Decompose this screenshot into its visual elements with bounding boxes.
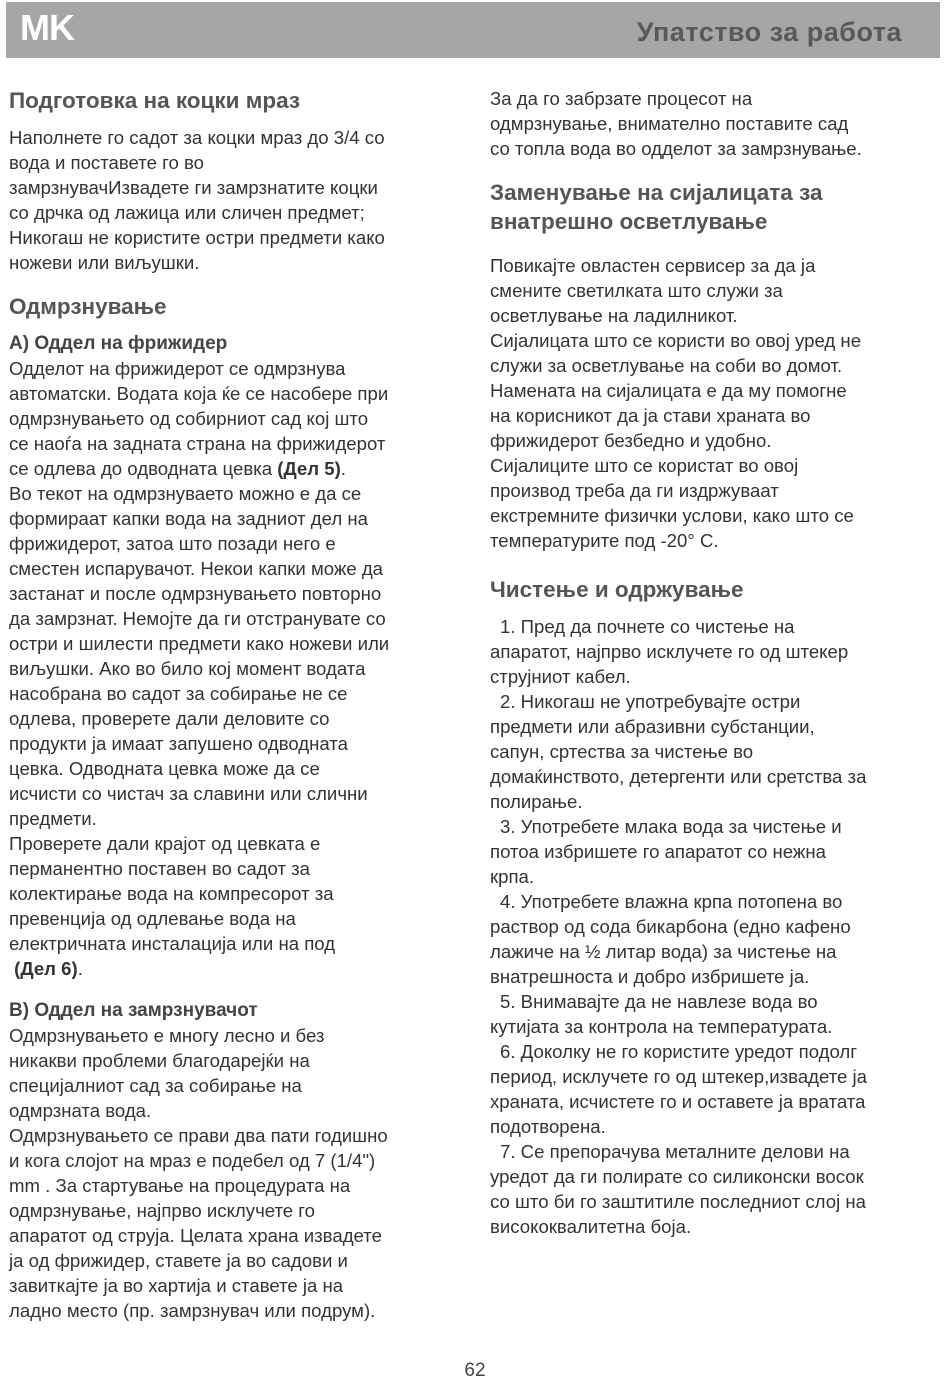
text-line: Одмрзнувањето е многу лесно и без: [9, 1025, 325, 1046]
text-line: екстремните физички услови, како што се: [490, 505, 854, 526]
ice-cubes-heading: Подготовка на коцки мраз: [9, 88, 301, 113]
text-line: со што би го заштитиле последниот слој на: [490, 1191, 866, 1212]
right-column: [490, 86, 940, 1239]
cleaning-item-start: 6. Доколку не го користите уредот подолг: [500, 1041, 858, 1062]
text-line: да замрзнат. Немојте да ги отстранувате со: [9, 608, 386, 629]
text-line: одмрзнување, најпрво исклучете го: [9, 1200, 316, 1221]
text-line: температурите под -20° C.: [490, 530, 719, 551]
text-line: За да го забрзате процесот на: [490, 88, 753, 109]
text-line: насобрана во садот за собирање не се: [9, 683, 348, 704]
text-line: храната, исчистете го и оставете ја вратата: [490, 1091, 866, 1112]
text-line: Наполнете го садот за коцки мраз до 3/4 со: [9, 127, 385, 148]
text-line: висококвалитетна боја.: [490, 1216, 692, 1237]
defrost-speedup-text: [490, 86, 940, 161]
text-line: производ треба да ги издржуваат: [490, 480, 779, 501]
text-line: формираат капки вода на задниот дел на: [9, 508, 369, 529]
fridge-part-ref-line: се одлева до одводната цевка (Дел 5).: [9, 458, 346, 479]
text-line: продукти ја имаат запушено одводната: [9, 733, 349, 754]
text-line: никакви проблеми благодарејќи на: [9, 1050, 310, 1071]
text-line: предмети.: [9, 808, 97, 829]
text-line: Никогаш не користите остри предмети како: [9, 227, 385, 248]
text-line: струјниот кабел.: [490, 666, 631, 687]
freezer-text: [9, 1023, 461, 1323]
text-line: завиткајте ја во хартија и ставете ја на: [9, 1275, 344, 1296]
text-line: уредот да ги полирате со силиконски восок: [490, 1166, 864, 1187]
text-line: апаратот, најпрво исклучете го од штекер: [490, 641, 849, 662]
text-line: виљушки. Ако во било кој момент водата: [9, 658, 366, 679]
text-line: раствор од сода бикарбона (едно кафено: [490, 916, 851, 937]
defrost-heading: Одмрзнување: [9, 294, 167, 319]
text-line: одмрзнување, внимателно поставите сад: [490, 113, 849, 134]
text-line: со дрчка од лажица или сличен предмет;: [9, 202, 365, 223]
part-6-ref: (Дел 6): [14, 958, 78, 979]
text-line: ножеви или виљушки.: [9, 252, 200, 273]
text-line: сапун, сртества за чистење во: [490, 741, 754, 762]
page-number: 62: [464, 1360, 486, 1381]
text-line: кутијата за контрола на температурата.: [490, 1016, 833, 1037]
cleaning-item-start: 3. Употребете млака вода за чистење и: [500, 816, 842, 837]
text-line: фрижидерот, затоа што позади него е: [9, 533, 336, 554]
text-line: на корисникот да ја стави храната во: [490, 405, 811, 426]
fridge-subheading: А) Оддел на фрижидер: [9, 333, 228, 354]
text-line: и кога слојот на мраз е подебел од 7 (1/4"): [9, 1150, 376, 1171]
text-line: крпа.: [490, 866, 535, 887]
cleaning-item-start: 2. Никогаш не употребувајте остри: [500, 691, 801, 712]
text-line: вода и поставете го во: [9, 152, 204, 173]
language-code: MK: [20, 7, 74, 48]
text-line: сместен испарувачот. Некои капки може да: [9, 558, 384, 579]
text-line: превенција од одлевање вода на: [9, 908, 296, 929]
text-line: полирање.: [490, 791, 583, 812]
freezer-subheading: В) Оддел на замрзнувачот: [9, 1000, 258, 1021]
text-line: со топла вода во одделот за замрзнување.: [490, 138, 862, 159]
page-header: [6, 2, 940, 58]
text-line: осветлување на ладилникот.: [490, 305, 738, 326]
text-line: апаратот од струја. Целата храна извадете: [9, 1225, 382, 1246]
text-line: период, исклучете го од штекер,извадете ја: [490, 1066, 868, 1087]
text-line: mm . За стартување на процедурата на: [9, 1175, 351, 1196]
fridge-text-a: [9, 356, 461, 456]
text-line: служи за осветлување на соби во домот.: [490, 355, 843, 376]
text-line: одмрзната вода.: [9, 1100, 152, 1121]
fridge-part6-ref-line: (Дел 6).: [14, 958, 83, 979]
text-line: Сијалицата што се користи во овој уред не: [490, 330, 862, 351]
text-line: фрижидерот безбедно и удобно.: [490, 430, 772, 451]
cleaning-item-start: 7. Се препорачува металните делови на: [500, 1141, 850, 1162]
text-line: предмети или абразивни субстанции,: [490, 716, 815, 737]
cleaning-item-start: 5. Внимавајте да не навлезе вода во: [500, 991, 818, 1012]
cleaning-item-start: 4. Употребете влажна крпа потопена во: [500, 891, 843, 912]
text-line: колектирање вода на компресорот за: [9, 883, 334, 904]
text-line: Намената на сијалицата е да му помогне: [490, 380, 847, 401]
text-line: Проверете дали крајот од цевката е: [9, 833, 321, 854]
text-line: замрзнувачИзвадете ги замрзнатите коцки: [9, 177, 378, 198]
text-line: Во текот на одмрзнуваето можно е да се: [9, 483, 362, 504]
cleaning-heading: Чистење и одржување: [490, 577, 744, 602]
text-line: одлева, проверете дали деловите со: [9, 708, 330, 729]
bulb-heading: Заменување на сијалицата за внатрешно осветлување: [490, 180, 823, 234]
text-line: специјалниот сад за собирање на: [9, 1075, 302, 1096]
text-line: перманентно поставен во садот за: [9, 858, 310, 879]
text-line: исчисти со чистач за славини или слични: [9, 783, 368, 804]
ice-cubes-text: [9, 125, 461, 275]
text-line: застанат и после одмрзнувањето повторно: [9, 583, 382, 604]
text-line: Повикајте овластен сервисер за да ја: [490, 255, 816, 276]
text-line: Одмрзнувањето се прави два пати годишно: [9, 1125, 388, 1146]
text-line: цевка. Одводната цевка може да се: [9, 758, 320, 779]
bulb-text: [490, 253, 940, 553]
text-line: подотворена.: [490, 1116, 606, 1137]
text-line: одмрзнувањето од собирниот сад кој што: [9, 408, 369, 429]
text-line: смените светилката што служи за: [490, 280, 783, 301]
part-5-ref: (Дел 5): [277, 458, 341, 479]
text-line: ја од фрижидер, ставете ја во садови и: [9, 1250, 348, 1271]
text-line: внатрешноста и добро избришете ја.: [490, 966, 810, 987]
text-line: Сијалиците што се користат во овој: [490, 455, 799, 476]
text-line: Одделот на фрижидерот се одмрзнува: [9, 358, 346, 379]
text-line: се наоѓа на задната страна на фрижидерот: [9, 433, 386, 454]
text-line: домаќинството, детергенти или сретства за: [490, 766, 867, 787]
text-line: ладно место (пр. замрзнувач или подрум).: [9, 1300, 376, 1321]
text-line: лажиче на ½ литар вода) за чистење на: [490, 941, 837, 962]
document-title: Упатство за работа: [636, 17, 902, 47]
left-column: [9, 86, 461, 1323]
text-line: потоа избришете го апаратот со нежна: [490, 841, 826, 862]
text-line: автоматски. Водата која ќе се насобере при: [9, 383, 389, 404]
cleaning-item-start: 1. Пред да почнете со чистење на: [500, 616, 795, 637]
text-line: остри и шилести предмети како ножеви или: [9, 633, 390, 654]
text-line: електричната инсталација или на под: [9, 933, 336, 954]
cleaning-list: [490, 614, 940, 1239]
fridge-text-b: [9, 481, 461, 956]
